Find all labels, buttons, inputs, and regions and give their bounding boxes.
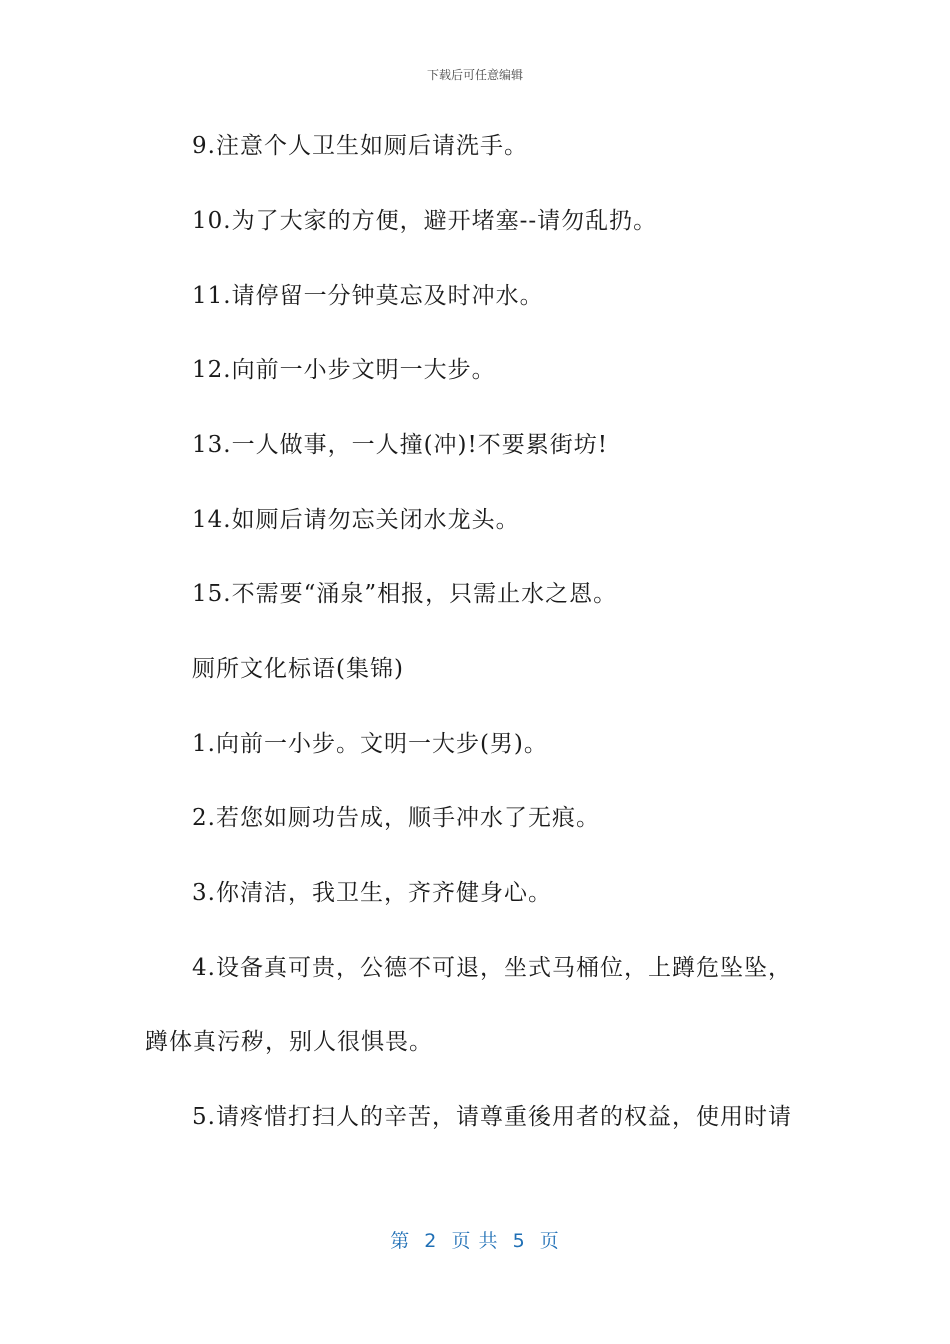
slogan-line: 12.向前一小步文明一大步。 [192,357,496,383]
slogan-line: 1.向前一小步。文明一大步(男)。 [192,731,548,757]
section-heading: 厕所文化标语(集锦) [192,656,404,682]
slogan-line: 2.若您如厕功告成，顺手冲水了无痕。 [192,805,600,831]
slogan-line: 10.为了大家的方便，避开堵塞--请勿乱扔。 [192,208,658,234]
slogan-line: 9.注意个人卫生如厕后请洗手。 [192,133,528,159]
slogan-line: 11.请停留一分钟莫忘及时冲水。 [192,283,544,309]
page-number: 第 2 页 共 5 页 [390,1230,560,1252]
slogan-line: 3.你清洁，我卫生，齐齐健身心。 [192,880,552,906]
slogan-line-continuation: 蹲体真污秽，别人很惧畏。 [145,1029,433,1055]
slogan-line: 5.请疼惜打扫人的辛苦，请尊重後用者的权益，使用时请 [192,1104,792,1130]
slogan-line: 4.设备真可贵，公德不可退，坐式马桶位，上蹲危坠坠， [192,955,792,981]
slogan-line: 13.一人做事，一人撞(冲)!不要累街坊! [192,432,609,458]
slogan-line: 15.不需要“涌泉”相报，只需止水之恩。 [192,581,618,607]
slogan-line: 14.如厕后请勿忘关闭水龙头。 [192,507,520,533]
header-note: 下载后可任意编辑 [426,68,523,82]
